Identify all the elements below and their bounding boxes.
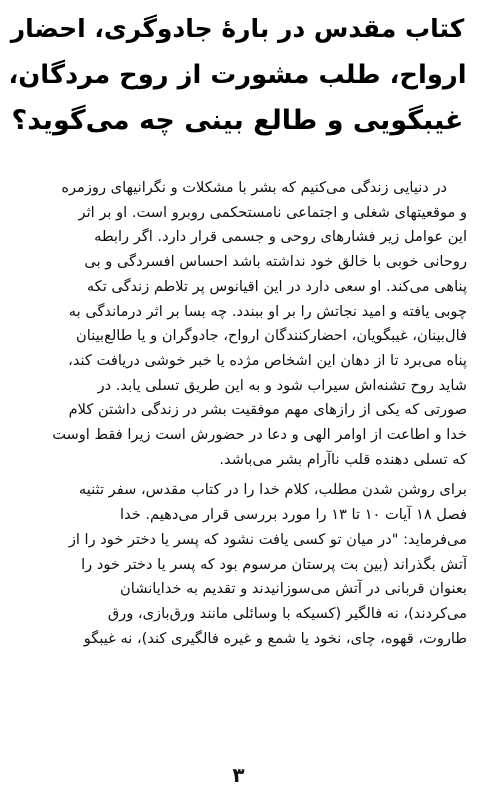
text-line: شاید روح تشنه‌اش سیراب شود و به این طریق تسلی یابد. در xyxy=(97,376,467,394)
text-line: فصل ۱۸ آیات ۱۰ تا ۱۳ را مورد بررسی قرار می‌دهیم. خدا xyxy=(120,506,467,524)
text-line: چوبی یافته و امید نجاتش را بر او ببندد. چه بسا بر اثر درماندگی به xyxy=(68,302,467,320)
text-line: می‌کردند)، نه فالگیر (کسیکه با وسائلی مانند ورق‌بازی، ورق xyxy=(107,604,467,622)
title-line-1: کتاب مقدس در بارهٔ جادوگری، احضار xyxy=(10,14,465,43)
text-line: می‌فرماید: "در میان تو کسی یافت نشود که پسر یا دختر خود را از xyxy=(68,530,467,548)
text-line: این عوامل زیر فشارهای روحی و جسمی قرار دارد. اگر رابطه xyxy=(94,228,467,246)
text-line: برای روشن شدن مطلب، کلام خدا را در کتاب مقدس، سفر تثنیه xyxy=(78,481,467,499)
text-line: پناه می‌برد تا از دهان این اشخاص مژده یا خبر خوشی دریافت کند، xyxy=(68,351,467,369)
page-number: ۳ xyxy=(232,763,245,787)
text-line: بعنوان قربانی در آتش می‌سوزانیدند و تقدیم به خدایانشان xyxy=(120,580,467,598)
text-line: در دنیایی زندگی می‌کنیم که بشر با مشکلات و نگرانیهای روزمره xyxy=(61,179,447,196)
text-line: که تسلی دهنده قلب ناآرام بشر می‌باشد. xyxy=(219,450,467,468)
title-line-2: ارواح، طلب مشورت از روح مردگان، xyxy=(8,60,467,90)
paragraph-2 xyxy=(8,478,467,651)
paragraph-1 xyxy=(8,176,467,472)
body-text xyxy=(8,176,467,651)
text-line: روحانی خوبی با خالق خود نداشته باشد احساس افسردگی و بی xyxy=(84,253,467,271)
title-line-3: غیبگویی و طالع بینی چه می‌گوید؟ xyxy=(11,105,464,136)
text-line: صورتی که یکی از رازهای مهم موفقیت بشر در زندگی داشتن کلام xyxy=(68,401,467,419)
text-line: پناهی می‌کند. او سعی دارد در این اقیانوس پر تلاطم زندگی تکه xyxy=(86,277,467,295)
page-title xyxy=(8,0,467,144)
text-line: خدا و اطاعت از اوامر الهی و دعا در حضورش است زیرا فقط اوست xyxy=(52,426,467,444)
text-line: طاروت، قهوه، چای، نخود یا شمع و غیره فالگیری کند)، نه غیبگو xyxy=(83,629,467,647)
text-line: و موقعیتهای شغلی و اجتماعی نامستحکمی روبرو است. او بر اثر xyxy=(78,203,467,221)
text-line: فال‌بینان، غیبگویان، احضارکنندگان ارواح، جادوگران و یا طالع‌بینان xyxy=(76,327,467,345)
text-line: آتش بگذراند (بین بت پرستان مرسوم بود که پسر یا دختر خود را xyxy=(81,555,467,573)
